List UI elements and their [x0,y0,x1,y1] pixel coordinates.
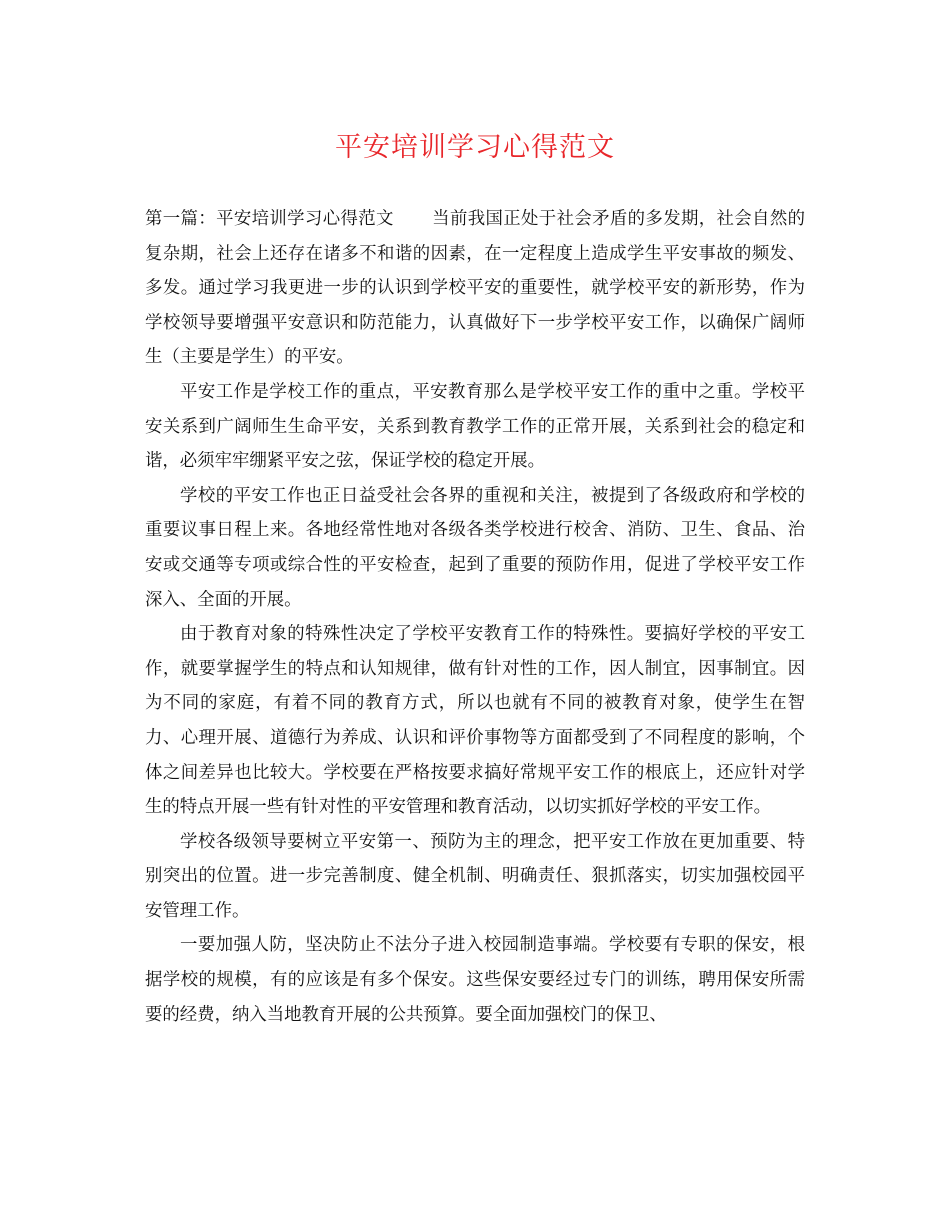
document-title: 平安培训学习心得范文 [335,132,615,163]
paragraph: 学校的平安工作也正日益受社会各界的重视和关注，被提到了各级政府和学校的重要议事日程上来。各地经常性地对各级各类学校进行校舍、消防、卫生、食品、治安或交通等专项或综合性的平安检查，起到了重要的预防作用，促进了学校平安工作深入、全面的开展。 [145,485,805,610]
document-body [145,202,805,1032]
paragraph: 由于教育对象的特殊性决定了学校平安教育工作的特殊性。要搞好学校的平安工作，就要掌握学生的特点和认知规律，做有针对性的工作，因人制宜，因事制宜。因为不同的家庭，有着不同的教育方式，所以也就有不同的被教育对象，使学生在智力、心理开展、道德行为养成、认识和评价事物等方面都受到了不同程度的影响，个体之间差异也比较大。学校要在严格按要求搞好常规平安工作的根底上，还应针对学生的特点开展一些有针对性的平安管理和教育活动，以切实抓好学校的平安工作。 [145,624,805,818]
first-heading: 第一篇：平安培训学习心得范文 [145,209,394,229]
paragraph: 一要加强人防，坚决防止不法分子进入校园制造事端。学校要有专职的保安，根据学校的规模，有的应该是有多个保安。这些保安要经过专门的训练，聘用保安所需要的经费，纳入当地教育开展的公共预算。要全面加强校门的保卫、 [145,935,805,1025]
paragraph: 平安工作是学校工作的重点，平安教育那么是学校平安工作的重中之重。学校平安关系到广阔师生生命平安，关系到教育教学工作的正常开展，关系到社会的稳定和谐，必须牢牢绷紧平安之弦，保证学校的稳定开展。 [145,381,805,472]
paragraph: 学校各级领导要树立平安第一、预防为主的理念，把平安工作放在更加重要、特别突出的位置。进一步完善制度、健全机制、明确责任、狠抓落实，切实加强校园平安管理工作。 [145,831,805,921]
first-paragraph [145,202,805,375]
first-paragraph-text: 当前我国正处于社会矛盾的多发期，社会自然的复杂期，社会上还存在诸多不和谐的因素，在一定程度上造成学生平安事故的频发、多发。通过学习我更进一步的认识到学校平安的重要性，就学校平安的新形势，作为学校领导要增强平安意识和防范能力，认真做好下一步学校平安工作，以确保广阔师生（主要是学生）的平安。 [145,209,805,368]
